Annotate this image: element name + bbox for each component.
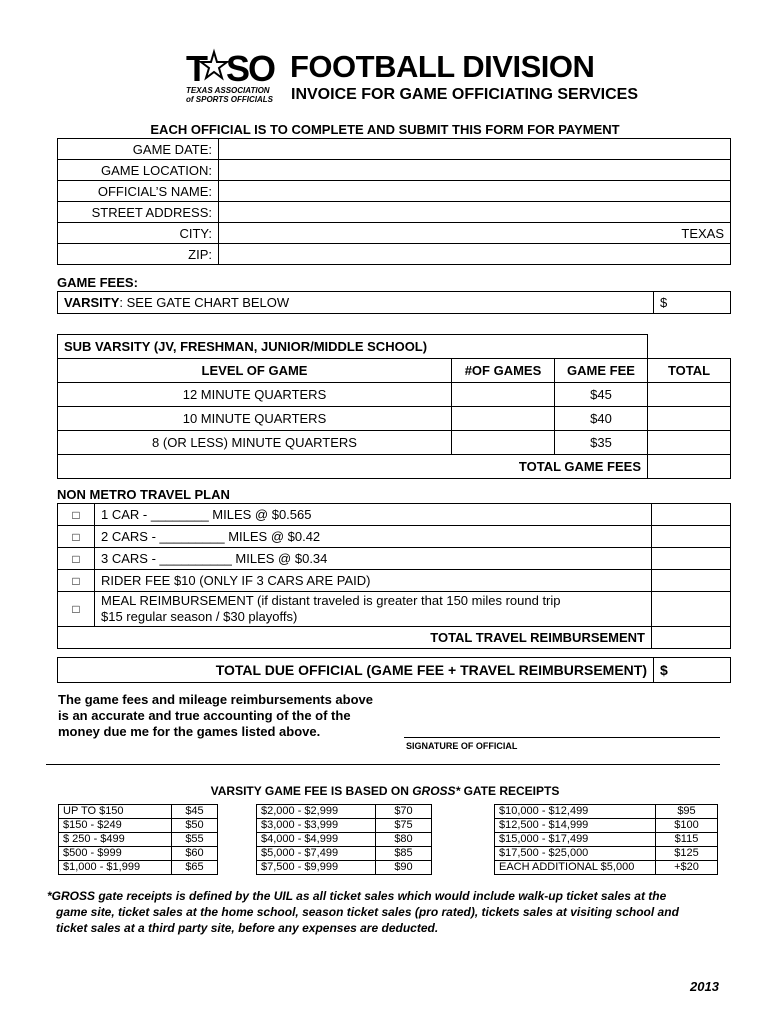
checkbox-3-cars[interactable]: □	[58, 548, 95, 570]
gate-fee: $60	[172, 847, 218, 861]
total-field-12min[interactable]	[648, 383, 731, 407]
total-game-fees-field[interactable]	[648, 455, 731, 479]
officials-name-label: OFFICIAL’S NAME:	[58, 181, 219, 202]
gate-range: $5,000 - $7,499	[257, 847, 376, 861]
travel-plan-heading: NON METRO TRAVEL PLAN	[57, 487, 230, 502]
game-date-field[interactable]	[219, 139, 731, 160]
gate-fee: $100	[656, 819, 718, 833]
page-title: FOOTBALL DIVISION	[290, 49, 595, 84]
table-row	[495, 833, 718, 847]
table-row	[257, 819, 432, 833]
page-subtitle: INVOICE FOR GAME OFFICIATING SERVICES	[291, 86, 638, 103]
svg-text:T: T	[186, 48, 206, 89]
sub-varsity-heading-blank2	[648, 335, 731, 359]
varsity-text: : SEE GATE CHART BELOW	[119, 295, 290, 310]
gross-footnote	[47, 888, 727, 936]
gate-fee: $55	[172, 833, 218, 847]
gate-range: $150 - $249	[59, 819, 172, 833]
num-games-field-12min[interactable]	[452, 383, 555, 407]
gate-fee: $115	[656, 833, 718, 847]
gate-range: $15,000 - $17,499	[495, 833, 656, 847]
checkbox-1-car[interactable]: □	[58, 504, 95, 526]
fee-10min: $40	[555, 407, 648, 431]
col-level-of-game: LEVEL OF GAME	[58, 359, 452, 383]
table-row	[495, 861, 718, 875]
table-row	[59, 861, 218, 875]
varsity-amount-field[interactable]	[654, 292, 731, 314]
logo-sub2: of SPORTS OFFICIALS	[186, 95, 273, 104]
gate-fee: $90	[376, 861, 432, 875]
total-travel-label: TOTAL TRAVEL REIMBURSEMENT	[58, 627, 652, 649]
gate-range: $7,500 - $9,999	[257, 861, 376, 875]
gate-range: $12,500 - $14,999	[495, 819, 656, 833]
col-total: TOTAL	[648, 359, 731, 383]
table-row	[495, 805, 718, 819]
meal-line1: MEAL REIMBURSEMENT (if distant traveled is greater that 150 miles round trip	[101, 593, 561, 608]
city-field[interactable]	[219, 223, 731, 244]
gate-fee: $50	[172, 819, 218, 833]
sub-varsity-table	[57, 334, 731, 479]
gate-fee: $65	[172, 861, 218, 875]
footnote-line3: ticket sales at a third party site, before any expenses are deducted.	[56, 921, 439, 935]
game-date-label: GAME DATE:	[58, 139, 219, 160]
street-address-field[interactable]	[219, 202, 731, 223]
gate-chart-col3	[494, 804, 718, 875]
officials-name-field[interactable]	[219, 181, 731, 202]
attest-line1: The game fees and mileage reimbursements above	[58, 692, 374, 707]
travel-table	[57, 503, 731, 649]
col-game-fee: GAME FEE	[555, 359, 648, 383]
num-games-field-10min[interactable]	[452, 407, 555, 431]
state-text: TEXAS	[681, 225, 724, 241]
gate-range: $3,000 - $3,999	[257, 819, 376, 833]
travel-row-meal	[95, 592, 652, 627]
table-row	[257, 861, 432, 875]
gate-chart-heading	[0, 784, 770, 798]
zip-label: ZIP:	[58, 244, 219, 265]
num-games-field-8min[interactable]	[452, 431, 555, 455]
table-row	[59, 833, 218, 847]
gate-fee: $125	[656, 847, 718, 861]
level-row-10min: 10 MINUTE QUARTERS	[58, 407, 452, 431]
total-due-table	[57, 657, 731, 683]
table-row	[495, 847, 718, 861]
sub-varsity-heading-blank	[555, 335, 648, 359]
official-info-table	[57, 138, 731, 265]
gate-chart-col2	[256, 804, 432, 875]
total-due-dollar: $	[660, 662, 668, 678]
gate-chart-col1	[58, 804, 218, 875]
travel-row-rider-fee: RIDER FEE $10 (ONLY IF 3 CARS ARE PAID)	[95, 570, 652, 592]
instruction-text: EACH OFFICIAL IS TO COMPLETE AND SUBMIT THIS FORM FOR PAYMENT	[150, 122, 620, 137]
gate-range: UP TO $150	[59, 805, 172, 819]
travel-amount-2-cars[interactable]	[652, 526, 731, 548]
total-game-fees-label: TOTAL GAME FEES	[58, 455, 648, 479]
gate-range: $17,500 - $25,000	[495, 847, 656, 861]
logo-sub1: TEXAS ASSOCIATION	[186, 86, 270, 95]
city-label: CITY:	[58, 223, 219, 244]
gate-range: $500 - $999	[59, 847, 172, 861]
level-row-12min: 12 MINUTE QUARTERS	[58, 383, 452, 407]
travel-row-1-car: 1 CAR - ________ MILES @ $0.565	[95, 504, 652, 526]
table-row	[495, 819, 718, 833]
table-row	[257, 833, 432, 847]
meal-line2: $15 regular season / $30 playoffs)	[101, 609, 298, 624]
gate-heading-a: VARSITY GAME FEE IS BASED ON	[210, 784, 413, 798]
gate-range: $4,000 - $4,999	[257, 833, 376, 847]
divider	[46, 764, 720, 765]
total-field-8min[interactable]	[648, 431, 731, 455]
logo-subtitle	[186, 86, 273, 104]
travel-amount-rider-fee[interactable]	[652, 570, 731, 592]
varsity-bold: VARSITY	[64, 295, 120, 310]
checkbox-rider-fee[interactable]: □	[58, 570, 95, 592]
total-field-10min[interactable]	[648, 407, 731, 431]
gate-fee: $80	[376, 833, 432, 847]
travel-amount-3-cars[interactable]	[652, 548, 731, 570]
gate-range: $1,000 - $1,999	[59, 861, 172, 875]
gate-fee: $75	[376, 819, 432, 833]
total-travel-field[interactable]	[652, 627, 731, 649]
travel-row-2-cars: 2 CARS - _________ MILES @ $0.42	[95, 526, 652, 548]
attest-line2: is an accurate and true accounting of the of the	[58, 708, 351, 723]
travel-row-3-cars: 3 CARS - __________ MILES @ $0.34	[95, 548, 652, 570]
gate-range: $2,000 - $2,999	[257, 805, 376, 819]
varsity-label-cell	[58, 292, 654, 314]
gate-fee: $85	[376, 847, 432, 861]
svg-text:SO: SO	[226, 48, 275, 89]
checkbox-2-cars[interactable]: □	[58, 526, 95, 548]
gate-fee: $95	[656, 805, 718, 819]
attest-line3: money due me for the games listed above.	[58, 724, 321, 739]
game-fees-label: GAME FEES:	[57, 275, 138, 290]
table-row	[59, 805, 218, 819]
travel-amount-1-car[interactable]	[652, 504, 731, 526]
level-row-8min: 8 (OR LESS) MINUTE QUARTERS	[58, 431, 452, 455]
game-location-field[interactable]	[219, 160, 731, 181]
form-year: 2013	[690, 979, 719, 994]
table-row	[59, 847, 218, 861]
gate-range: $10,000 - $12,499	[495, 805, 656, 819]
gate-range: EACH ADDITIONAL $5,000	[495, 861, 656, 875]
col-num-games: #OF GAMES	[452, 359, 555, 383]
fee-8min: $35	[555, 431, 648, 455]
zip-field[interactable]	[219, 244, 731, 265]
travel-amount-meal[interactable]	[652, 592, 731, 627]
table-row	[257, 847, 432, 861]
fee-12min: $45	[555, 383, 648, 407]
signature-label: SIGNATURE OF OFFICIAL	[406, 741, 518, 751]
dollar-sign: $	[660, 295, 668, 310]
total-due-label: TOTAL DUE OFFICIAL (GAME FEE + TRAVEL REIMBURSEMENT)	[58, 658, 654, 683]
checkbox-meal[interactable]: □	[58, 592, 95, 627]
footnote-line1: *GROSS gate receipts is defined by the UIL as all ticket sales which would include walk-up ticket sales at the	[47, 889, 667, 903]
gate-fee: $70	[376, 805, 432, 819]
gate-heading-c: GATE RECEIPTS	[460, 784, 560, 798]
signature-line[interactable]	[404, 737, 720, 738]
footnote-line2: game site, ticket sales at the home school, season ticket sales (pro rated), tickets sales at visiting school and	[56, 905, 679, 919]
gate-fee: +$20	[656, 861, 718, 875]
game-location-label: GAME LOCATION:	[58, 160, 219, 181]
varsity-fee-table	[57, 291, 731, 314]
table-row	[257, 805, 432, 819]
gate-range: $ 250 - $499	[59, 833, 172, 847]
attestation-text	[58, 692, 373, 740]
total-due-field[interactable]	[654, 658, 731, 683]
gate-fee: $45	[172, 805, 218, 819]
gate-heading-b: GROSS*	[412, 784, 461, 798]
street-address-label: STREET ADDRESS:	[58, 202, 219, 223]
table-row	[59, 819, 218, 833]
sub-varsity-heading: SUB VARSITY (JV, FRESHMAN, JUNIOR/MIDDLE SCHOOL)	[58, 335, 555, 359]
